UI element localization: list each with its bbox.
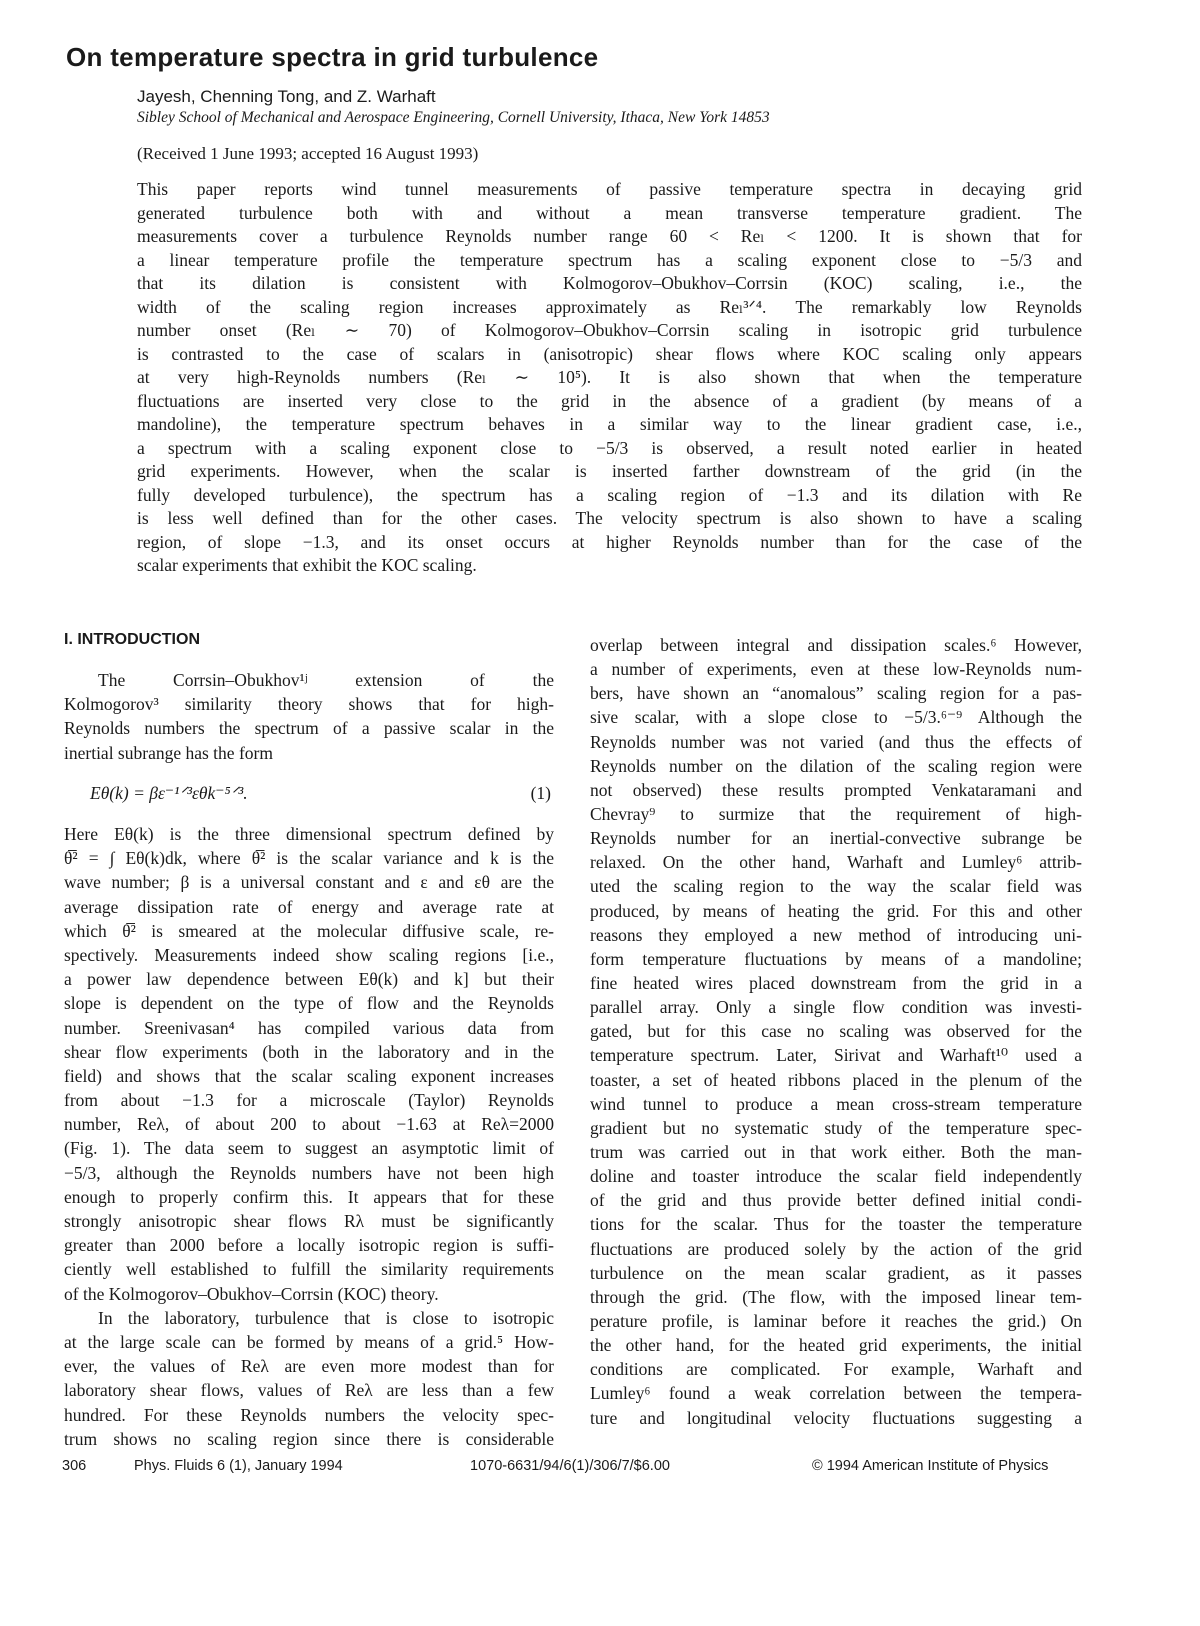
right-col-lines-line: Reynolds number for an inertial-convective subrange be [590, 828, 1082, 849]
right-col-lines-line: parallel array. Only a single flow condition was investi- [590, 997, 1082, 1018]
left-col-lines-line: of the Kolmogorov–Obukhov–Corrsin (KOC) theory. [64, 1283, 439, 1304]
right-col-lines-line: fluctuations are produced solely by the action of the grid [590, 1238, 1082, 1259]
abstract-lines-line: scalar experiments that exhibit the KOC scaling. [137, 555, 477, 575]
right-col-lines-line: uted the scaling region to the way the scalar field was [590, 876, 1082, 897]
left-col-lines-line: number. Sreenivasan⁴ has compiled various data from [64, 1017, 554, 1038]
left-col-lines-line: wave number; β is a universal constant and ε and εθ are the [64, 872, 554, 893]
left-col-lines-line: which θ̅² is smeared at the molecular diffusive scale, re- [64, 920, 554, 941]
right-col-lines-line: gradient but no systematic study of the temperature spec- [590, 1117, 1082, 1138]
right-col-lines-line: doline and toaster introduce the scalar field independently [590, 1166, 1082, 1187]
abstract-lines-line: width of the scaling region increases approximately as Reₗ³ᐟ⁴. The remarkably low Reynolds [137, 296, 1082, 317]
abstract [137, 178, 1082, 578]
left-col-lines-line: at the large scale can be formed by means of a grid.⁵ How- [64, 1331, 554, 1352]
right-col-lines-line: fine heated wires placed downstream from the grid in a [590, 972, 1082, 993]
left-col-lines-line: Here Eθ(k) is the three dimensional spectrum defined by [64, 824, 554, 844]
right-col-lines-line: reasons they employed a new method of introducing uni- [590, 924, 1082, 945]
right-col-lines-line: temperature spectrum. Later, Sirivat and Warhaft¹⁰ used a [590, 1045, 1082, 1066]
left-col-lines-line: θ̅² = ∫ Eθ(k)dk, where θ̅² is the scalar variance and k is the [64, 848, 554, 869]
right-col-lines-line: Chevray⁹ to surmize that the requirement of high- [590, 803, 1082, 824]
right-col-lines-line: wind tunnel to produce a mean cross-stream temperature [590, 1093, 1082, 1114]
left-col-lines-line: average dissipation rate of energy and average rate at [64, 896, 554, 917]
left-column-intro [64, 668, 554, 765]
left-col-lines-line: enough to properly confirm this. It appears that for these [64, 1186, 554, 1207]
left-col-lines-line: from about −1.3 for a microscale (Taylor) Reynolds [64, 1090, 554, 1111]
left-col-lines-line: field) and shows that the scalar scaling exponent increases [64, 1065, 554, 1086]
footer-copyright: © 1994 American Institute of Physics [812, 1458, 1049, 1474]
right-column-body [590, 633, 1082, 1430]
left-col-lines-line: trum shows no scaling region since there is considerable [64, 1428, 554, 1449]
right-col-lines-line: not observed) these results prompted Venkataramani and [590, 779, 1082, 800]
abstract-lines-line: is less well defined than for the other cases. The velocity spectrum is also shown to have a scaling [137, 508, 1082, 528]
right-col-lines-line: Reynolds number was not varied (and thus the effects of [590, 731, 1082, 752]
abstract-lines-line: a spectrum with a scaling exponent close to −5/3 is observed, a result noted earlier in heated [137, 437, 1082, 458]
left-col-lines-line: In the laboratory, turbulence that is close to isotropic [98, 1307, 554, 1328]
abstract-lines-line: a linear temperature profile the temperature spectrum has a scaling exponent close to −5/3 and [137, 249, 1082, 270]
left-col-lines-line: greater than 2000 before a locally isotropic region is suffi- [64, 1235, 554, 1256]
right-col-lines-line: a number of experiments, even at these low-Reynolds num- [590, 659, 1082, 680]
right-col-lines-line: produced, by means of heating the grid. For this and other [590, 900, 1082, 921]
left-col-lines-line: ciently well established to fulfill the similarity requirements [64, 1259, 554, 1280]
right-col-lines-line: sive scalar, with a slope close to −5/3.⁶⁻⁹ Although the [590, 707, 1082, 728]
abstract-lines-line: at very high-Reynolds numbers (Reₗ ∼ 10⁵). It is also shown that when the temperature [137, 367, 1082, 387]
right-col-lines-line: Lumley⁶ found a weak correlation between the tempera- [590, 1383, 1082, 1404]
left-col-lines-line: strongly anisotropic shear flows Rλ must be significantly [64, 1211, 554, 1231]
left-col-lines-line: spectively. Measurements indeed show scaling regions [i.e., [64, 944, 554, 965]
right-col-lines-line: gated, but for this case no scaling was observed for the [590, 1021, 1082, 1042]
right-col-lines-line: Reynolds number on the dilation of the scaling region were [590, 755, 1082, 776]
abstract-lines-line: number onset (Reₗ ∼ 70) of Kolmogorov–Obukhov–Corrsin scaling in isotropic grid turbulence [137, 320, 1082, 340]
section-heading: I. INTRODUCTION [64, 631, 200, 648]
abstract-lines-line: generated turbulence both with and without a mean transverse temperature gradient. The [137, 202, 1082, 223]
left-col-lines-line: hundred. For these Reynolds numbers the velocity spec- [64, 1404, 554, 1425]
abstract-lines-line: This paper reports wind tunnel measurements of passive temperature spectra in decaying grid [137, 179, 1082, 199]
left-col-lines-line: slope is dependent on the type of flow and the Reynolds [64, 993, 554, 1014]
left-col-top-line: Reynolds numbers the spectrum of a passive scalar in the [64, 718, 554, 739]
received-dates: (Received 1 June 1993; accepted 16 August 1993) [137, 144, 479, 163]
abstract-lines-line: mandoline), the temperature spectrum behaves in a similar way to the linear gradient case, i.e., [137, 414, 1082, 434]
left-col-lines-line: −5/3, although the Reynolds numbers have not been high [64, 1162, 554, 1183]
right-col-lines-line: conditions are complicated. For example, Warhaft and [590, 1359, 1082, 1380]
right-col-lines-line: ture and longitudinal velocity fluctuations suggesting a [590, 1407, 1082, 1428]
footer-journal: Phys. Fluids 6 (1), January 1994 [134, 1458, 343, 1474]
affiliation: Sibley School of Mechanical and Aerospace Engineering, Cornell University, Ithaca, New York 14853 [137, 109, 770, 126]
paper-title: On temperature spectra in grid turbulence [66, 42, 599, 72]
right-col-lines-line: the other hand, for the heated grid experiments, the initial [590, 1335, 1082, 1356]
abstract-lines-line: fluctuations are inserted very close to the grid in the absence of a gradient (by means of a [137, 390, 1082, 411]
right-col-lines-line: tions for the scalar. Thus for the toaster the temperature [590, 1214, 1082, 1235]
footer-page-number: 306 [62, 1458, 87, 1474]
left-column-body [64, 822, 554, 1451]
right-col-lines-line: of the grid and thus provide better defined initial condi- [590, 1190, 1082, 1211]
equation-number: (1) [530, 783, 551, 803]
right-col-lines-line: relaxed. On the other hand, Warhaft and Lumley⁶ attrib- [590, 852, 1082, 873]
footer-article-code: 1070-6631/94/6(1)/306/7/$6.00 [470, 1458, 670, 1474]
equation-1 [90, 783, 554, 809]
left-col-top-line: inertial subrange has the form [64, 742, 273, 763]
left-col-lines-line: (Fig. 1). The data seem to suggest an asymptotic limit of [64, 1138, 554, 1159]
left-col-lines-line: a power law dependence between Eθ(k) and k] but their [64, 969, 554, 990]
left-col-lines-line: number, Reλ, of about 200 to about −1.63 at Reλ=2000 [64, 1114, 554, 1135]
left-col-lines-line: shear flow experiments (both in the laboratory and in the [64, 1041, 554, 1062]
right-col-lines-line: trum was carried out in that work either. Both the man- [590, 1141, 1082, 1162]
right-col-lines-line: form temperature fluctuations by means of a mandoline; [590, 948, 1082, 969]
left-col-lines-line: laboratory shear flows, values of Reλ are less than a few [64, 1380, 554, 1401]
abstract-lines-line: measurements cover a turbulence Reynolds number range 60 < Reₗ < 1200. It is shown that for [137, 226, 1082, 246]
abstract-lines-line: is contrasted to the case of scalars in (anisotropic) shear flows where KOC scaling only appears [137, 343, 1082, 364]
abstract-lines-line: region, of slope −1.3, and its onset occurs at higher Reynolds number than for the case of the [137, 531, 1082, 552]
right-col-lines-line: bers, have shown an “anomalous” scaling region for a pas- [590, 683, 1082, 704]
abstract-lines-line: fully developed turbulence), the spectrum has a scaling region of −1.3 and its dilation with Re [137, 484, 1082, 505]
equation-body: Eθ(k) = βε⁻¹ᐟ³εθk⁻⁵ᐟ³. [90, 783, 248, 803]
left-col-lines-line: ever, the values of Reλ are even more modest than for [64, 1356, 554, 1377]
left-col-top-line: Kolmogorov³ similarity theory shows that for high- [64, 694, 554, 715]
abstract-lines-line: grid experiments. However, when the scalar is inserted farther downstream of the grid (in the [137, 461, 1082, 481]
right-col-lines-line: toaster, a set of heated ribbons placed in the plenum of the [590, 1069, 1082, 1090]
abstract-lines-line: that its dilation is consistent with Kolmogorov–Obukhov–Corrsin (KOC) scaling, i.e., the [137, 273, 1082, 293]
right-col-lines-line: overlap between integral and dissipation scales.⁶ However, [590, 635, 1082, 655]
right-col-lines-line: turbulence on the mean scalar gradient, as it passes [590, 1262, 1082, 1283]
author-list: Jayesh, Chenning Tong, and Z. Warhaft [137, 87, 436, 106]
right-col-lines-line: through the grid. (The flow, with the imposed linear tem- [590, 1286, 1082, 1307]
right-col-lines-line: perature profile, is laminar before it reaches the grid.) On [590, 1310, 1082, 1331]
left-col-top-line: The Corrsin–Obukhov¹ʲ extension of the [98, 670, 554, 690]
